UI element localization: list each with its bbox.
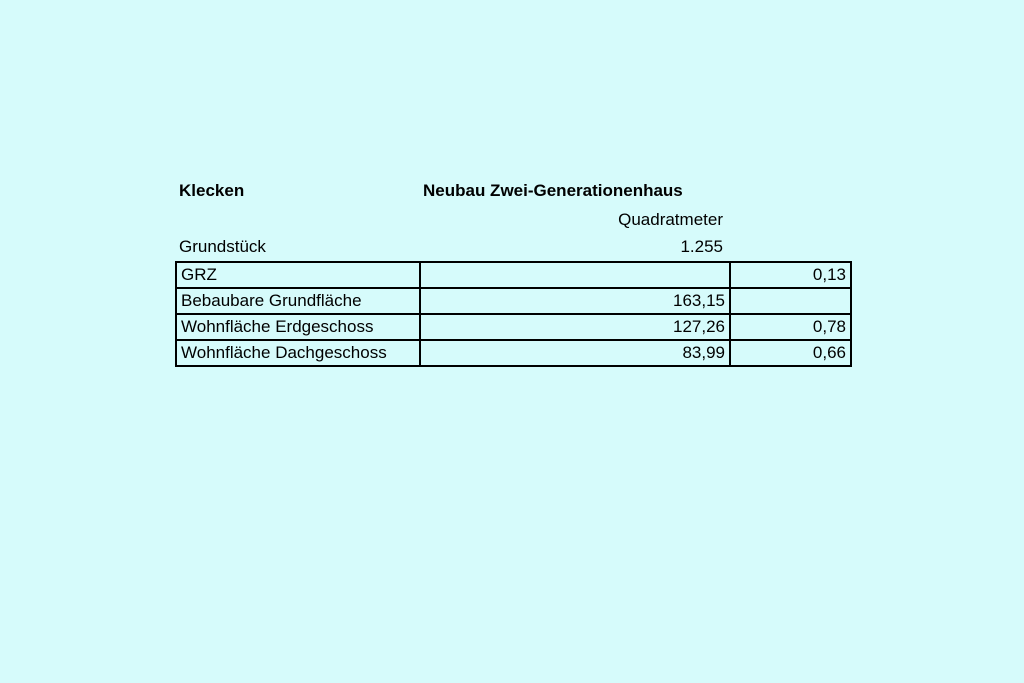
table-row <box>176 262 851 288</box>
row-ratio: 0,66 <box>730 340 851 366</box>
row-value: 127,26 <box>420 314 730 340</box>
area-table <box>175 261 852 367</box>
row-value: 83,99 <box>420 340 730 366</box>
table-row <box>176 288 851 314</box>
row-value: 163,15 <box>420 288 730 314</box>
row-value <box>420 262 730 288</box>
table-row <box>176 314 851 340</box>
plot-value: 1.255 <box>680 237 723 256</box>
row-label: Wohnfläche Dachgeschoss <box>176 340 420 366</box>
unit-label: Quadratmeter <box>618 210 723 229</box>
row-ratio <box>730 288 851 314</box>
row-label: Bebaubare Grundfläche <box>176 288 420 314</box>
row-label: GRZ <box>176 262 420 288</box>
location-title: Klecken <box>179 181 245 200</box>
row-ratio: 0,13 <box>730 262 851 288</box>
row-ratio: 0,78 <box>730 314 851 340</box>
table-row <box>176 340 851 366</box>
project-title: Neubau Zwei-Generationenhaus <box>423 181 683 200</box>
row-label: Wohnfläche Erdgeschoss <box>176 314 420 340</box>
plot-label: Grundstück <box>179 237 266 256</box>
